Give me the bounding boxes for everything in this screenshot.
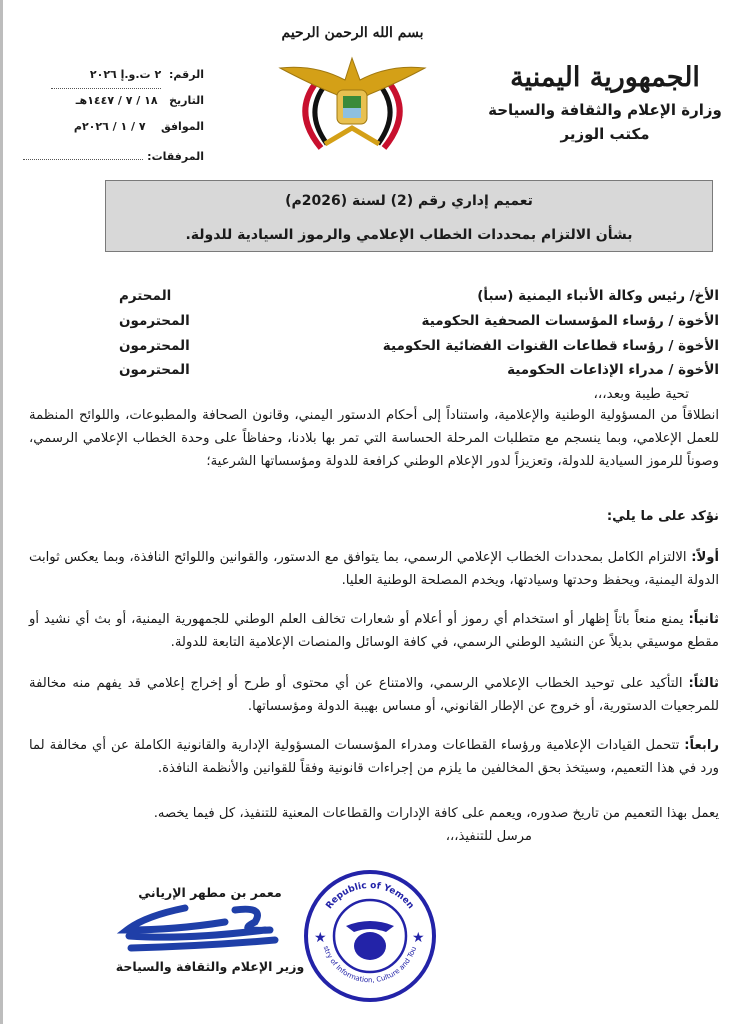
addressee-row: [119, 284, 719, 308]
addressee: الأخوة / رؤساء قطاعات القنوات الفضائية الحكومية: [382, 338, 719, 354]
greg-value: ٧ / ١ / ٢٠٢٦م: [73, 120, 146, 133]
signer-name: معمر بن مطهر الإرياني: [138, 885, 282, 900]
item-label: رابعاً:: [684, 738, 719, 753]
sent-for-execution: مرسل للتنفيذ،،،: [445, 829, 532, 844]
handwritten-signature-icon: [115, 900, 305, 956]
circular-subject: بشأن الالتزام بمحددات الخطاب الإعلامي والرموز السيادية للدولة.: [185, 227, 633, 243]
item-text: الالتزام الكامل بمحددات الخطاب الإعلامي الرسمي، بما يتوافق مع الدستور، والقوانين واللوائح النافذة، وبما يعكس ثوابت الدولة اليمنية، ويحفظ وحدتها وسيادتها، ويخدم المصلحة الوطنية العليا.: [29, 550, 719, 588]
addressee-row: [119, 334, 719, 358]
item-fourth: [29, 734, 719, 780]
office-name: مكتب الوزير: [560, 125, 650, 143]
attach-value: [23, 159, 143, 160]
svg-text:Ministry of Information, Cultu: stry of Information, Culture and Tou: [321, 944, 419, 985]
circular-number: تعميم إداري رقم (2) لسنة (2026م): [285, 193, 533, 209]
addressee-row: [119, 309, 719, 333]
item-second: [29, 608, 719, 654]
item-label: ثالثاً:: [688, 676, 719, 691]
hijri-label: التاريخ: [169, 94, 204, 107]
emphasis-heading: نؤكد على ما يلي:: [606, 509, 719, 524]
addressee: الأخوة / مدراء الإذاعات الحكومية: [507, 362, 719, 378]
item-label: ثانياً:: [688, 612, 719, 627]
greg-label: الموافق: [160, 120, 204, 133]
addressee: الأخ/ رئيس وكالة الأنباء اليمنية (سبأ): [477, 288, 719, 304]
addressee: الأخوة / رؤساء المؤسسات الصحفية الحكومية: [421, 313, 719, 329]
item-label: أولاً:: [691, 550, 719, 565]
ministry-seal-icon: [302, 868, 438, 1004]
page-edge: [0, 0, 3, 1024]
circular-title-box: [105, 180, 713, 252]
item-first: [29, 546, 719, 592]
svg-text:★: ★: [412, 930, 425, 946]
item-text: التأكيد على توحيد الخطاب الإعلامي الرسمي، والامتناع عن أي محتوى أو طرح أو إخراج إعلامي قد يفهم منه مخالفة للمرجعيات الدستورية، أو خروج عن الإطار القانوني، أو مساس بهيبة الدولة ومؤسساتها.: [29, 676, 719, 714]
official-stamp: [302, 868, 438, 1004]
addressee-row: [119, 358, 719, 382]
item-third: [29, 672, 719, 718]
greeting: تحية طيبة وبعد،،،: [593, 386, 689, 402]
reference-block: [14, 62, 204, 170]
honorific: المحترمون: [119, 362, 190, 378]
honorific: المحترمون: [119, 313, 190, 329]
svg-text:Republic of Yemen: Republic of Yemen: [324, 880, 416, 912]
hijri-value: ١٨ / ٧ / ١٤٤٧هـ: [75, 94, 158, 107]
country-name: الجمهورية اليمنية: [510, 62, 700, 93]
item-text: يمنع منعاً باتاً إظهار أو استخدام أي رموز أو أعلام أو شعارات تخالف العلم الوطني للجمهورية اليمنية، أو بث أي نشيد أو مقطع موسيقي بديلاً عن النشيد الوطني الرسمي، في كافة الوسائل والمنصات الإعلامية التابعة للدولة.: [29, 612, 719, 650]
intro-paragraph: انطلاقاً من المسؤولية الوطنية والإعلامية، واستناداً إلى أحكام الدستور اليمني، وقانون الصحافة والمطبوعات، واللوائح المنظمة للعمل الإعلامي، وبما ينسجم مع متطلبات المرحلة الحساسة التي تمر بها بلادنا، وحفاظاً على وحدة الخطاب الإعلامي الرسمي، وصوناً للرموز السيادية للدولة، وتعزيزاً لدور الإعلام الوطني كرافعة للدولة ومؤسساتها الشرعية؛: [29, 408, 719, 469]
basmala: بسم الله الرحمن الرحيم: [281, 25, 424, 41]
signer-position: وزير الإعلام والثقافة والسياحة: [115, 959, 305, 974]
signature-block: [110, 885, 310, 974]
svg-text:★: ★: [314, 930, 327, 946]
ministry-name: وزارة الإعلام والثقافة والسياحة: [488, 101, 722, 119]
closing-paragraph: يعمل بهذا التعميم من تاريخ صدوره، ويعمم على كافة الإدارات والقطاعات المعنية للتنفيذ، كل فيما يخصه.: [153, 806, 719, 821]
national-emblem: [275, 22, 430, 152]
attach-label: المرفقات:: [147, 150, 204, 163]
eagle-emblem-icon: [275, 44, 430, 152]
item-text: تتحمل القيادات الإعلامية ورؤساء القطاعات ومدراء المؤسسات المسؤولية الإدارية والقانونية الكاملة عن أي مخالفة لما ورد في هذا التعميم، وسيتخذ بحق المخالفين ما يلزم من إجراءات قانونية وفقاً للقوانين والأنظمة النافذة.: [29, 738, 719, 776]
ref-value: ٢ ت.و.إ ٢٠٢٦: [51, 62, 161, 89]
honorific: المحترم: [119, 288, 172, 304]
ref-label: الرقم:: [169, 68, 204, 81]
letterhead-right: [485, 58, 725, 146]
honorific: المحترمون: [119, 338, 190, 354]
